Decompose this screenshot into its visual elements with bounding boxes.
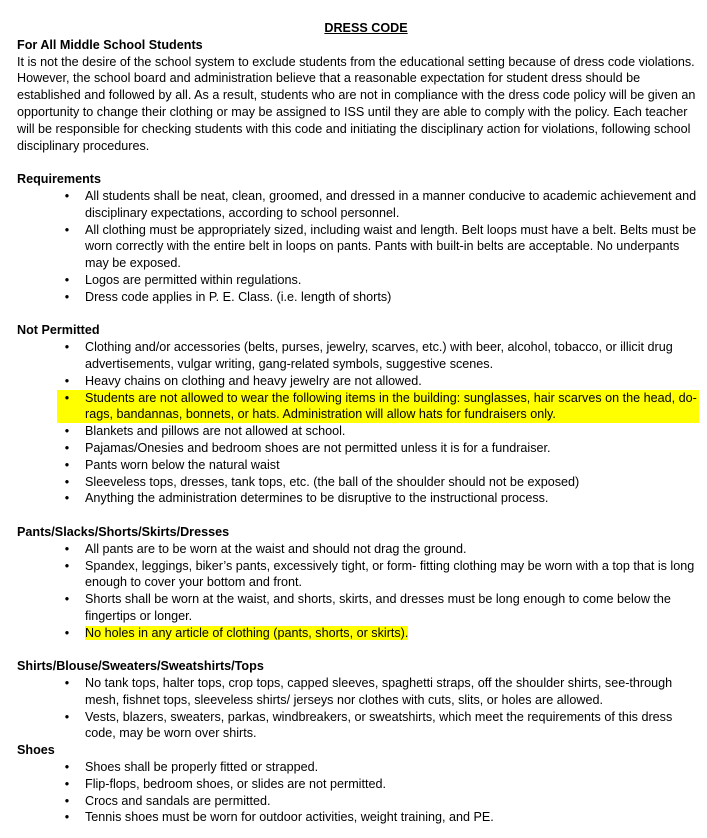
list-item-text: All pants are to be worn at the waist and should not drag the ground. [85,541,467,556]
bullet-icon: • [64,424,70,439]
list-item-text: Crocs and sandals are permitted. [85,793,271,808]
list-item-text: Shoes shall be properly fitted or strapped. [85,760,319,775]
bullet-icon: • [64,188,70,203]
list-item [17,675,699,709]
list-item-text: All students shall be neat, clean, groomed, and dressed in a manner conducive to academic achievement and disciplinary expectations, according to school personnel. [85,188,697,220]
list-item [17,474,699,491]
list-item [17,558,699,592]
bullet-icon: • [64,289,70,304]
pants-heading: Pants/Slacks/Shorts/Skirts/Dresses [17,524,230,539]
not-permitted-list [17,339,699,507]
list-item [17,457,699,474]
shirts-heading: Shirts/Blouse/Sweaters/Sweatshirts/Tops [17,659,264,674]
bullet-icon: • [64,810,70,825]
list-item [17,541,699,558]
list-item-text: Dress code applies in P. E. Class. (i.e. length of shorts) [85,289,392,304]
highlighted-list-item-text: No holes in any article of clothing (pants, shorts, or skirts). [85,625,409,640]
bullet-icon: • [64,222,70,237]
list-item-text: Blankets and pillows are not allowed at school. [85,424,346,439]
bullet-icon: • [64,474,70,489]
spacer [17,641,699,658]
list-item [17,289,699,306]
list-item-text: Shorts shall be worn at the waist, and shorts, skirts, and dresses must be long enough to come below the fingertips or longer. [85,592,671,623]
list-item [17,272,699,289]
requirements-list [17,188,699,306]
bullet-icon: • [64,390,70,405]
bullet-icon: • [64,491,70,506]
list-item [17,373,699,390]
highlighted-list-item [57,390,699,424]
bullet-icon: • [64,625,70,640]
list-item-text: Flip-flops, bedroom shoes, or slides are not permitted. [85,776,386,791]
intro-paragraph: It is not the desire of the school system to exclude students from the educational setting because of dress code violations. However, the school board and administration believe that a reasonable expectation for student dress should be established and followed by all. As a result, students who are not in compliance with the dress code policy will be given an opportunity to change their clothing or may be assigned to ISS until they are able to comply with the policy. Each teacher will be responsible for checking students with this code and initiating the disciplinary action for violations, following school disciplinary procedures. [17,54,696,153]
bullet-icon: • [64,373,70,388]
bullet-icon: • [64,340,70,355]
list-item-text: Vests, blazers, sweaters, parkas, windbreakers, or sweatshirts, which meet the requirements of this dress code, may be worn over shirts. [85,709,673,741]
list-item [17,591,699,625]
shirts-list [17,675,699,742]
list-item [17,423,699,440]
pants-list [17,541,699,642]
bullet-icon: • [64,457,70,472]
spacer [17,154,699,171]
bullet-icon: • [64,541,70,556]
not-permitted-heading: Not Permitted [17,323,100,338]
list-item-text: Spandex, leggings, biker’s pants, excessively tight, or form- fitting clothing may be worn with a top that is long enough to cover your bottom and front. [85,558,695,590]
list-item [17,490,699,507]
list-item-text: Pants worn below the natural waist [85,457,280,472]
intro-heading: For All Middle School Students [17,37,203,52]
list-item-text: Heavy chains on clothing and heavy jewelry are not allowed. [85,373,422,388]
list-item-text: Tennis shoes must be worn for outdoor activities, weight training, and PE. [85,810,494,825]
list-item-text: Anything the administration determines to be disruptive to the instructional process. [85,491,549,506]
list-item [17,339,699,373]
bullet-icon: • [64,592,70,607]
list-item [17,793,699,810]
list-item [17,188,699,222]
list-item [17,222,699,272]
bullet-icon: • [64,676,70,691]
requirements-heading: Requirements [17,172,101,187]
list-item-text: All clothing must be appropriately sized, including waist and length. Belt loops must have a belt. Belts must be worn correctly with the entire belt in loops on pants. Pants with built-in belts are acceptable. No underpants may be exposed. [85,222,697,271]
list-item [17,709,699,743]
shoes-list [17,759,699,826]
bullet-icon: • [64,776,70,791]
bullet-icon: • [64,793,70,808]
list-item [17,625,699,642]
list-item [17,809,699,826]
bullet-icon: • [64,760,70,775]
document-title: DRESS CODE [324,21,408,35]
list-item-text: Students are not allowed to wear the following items in the building: sunglasses, hair scarves on the head, do-rags, bandannas, bonnets, or hats. Administration will allow hats for fundraisers only. [85,390,697,422]
bullet-icon: • [64,440,70,455]
list-item [17,776,699,793]
shoes-heading: Shoes [17,743,55,758]
list-item-text: Pajamas/Onesies and bedroom shoes are not permitted unless it is for a fundraiser. [85,440,551,455]
list-item [17,440,699,457]
spacer [17,306,699,323]
bullet-icon: • [64,558,70,573]
list-item-text: Clothing and/or accessories (belts, purses, jewelry, scarves, etc.) with beer, alcohol, tobacco, or illicit drug advertisements, vulgar writing, gang-related symbols, suggestive scenes. [85,340,673,371]
list-item-text: Sleeveless tops, dresses, tank tops, etc. (the ball of the shoulder should not be exposed) [85,474,580,489]
spacer [17,507,699,524]
list-item [17,759,699,776]
bullet-icon: • [64,709,70,724]
list-item-text: Logos are permitted within regulations. [85,272,302,287]
list-item-text: No tank tops, halter tops, crop tops, capped sleeves, spaghetti straps, off the shoulder shirts, see-through mesh, fishnet tops, sleeveless shirts/ jerseys nor clothes with cuts, slits, or holes are allowed. [85,676,673,707]
bullet-icon: • [64,272,70,287]
